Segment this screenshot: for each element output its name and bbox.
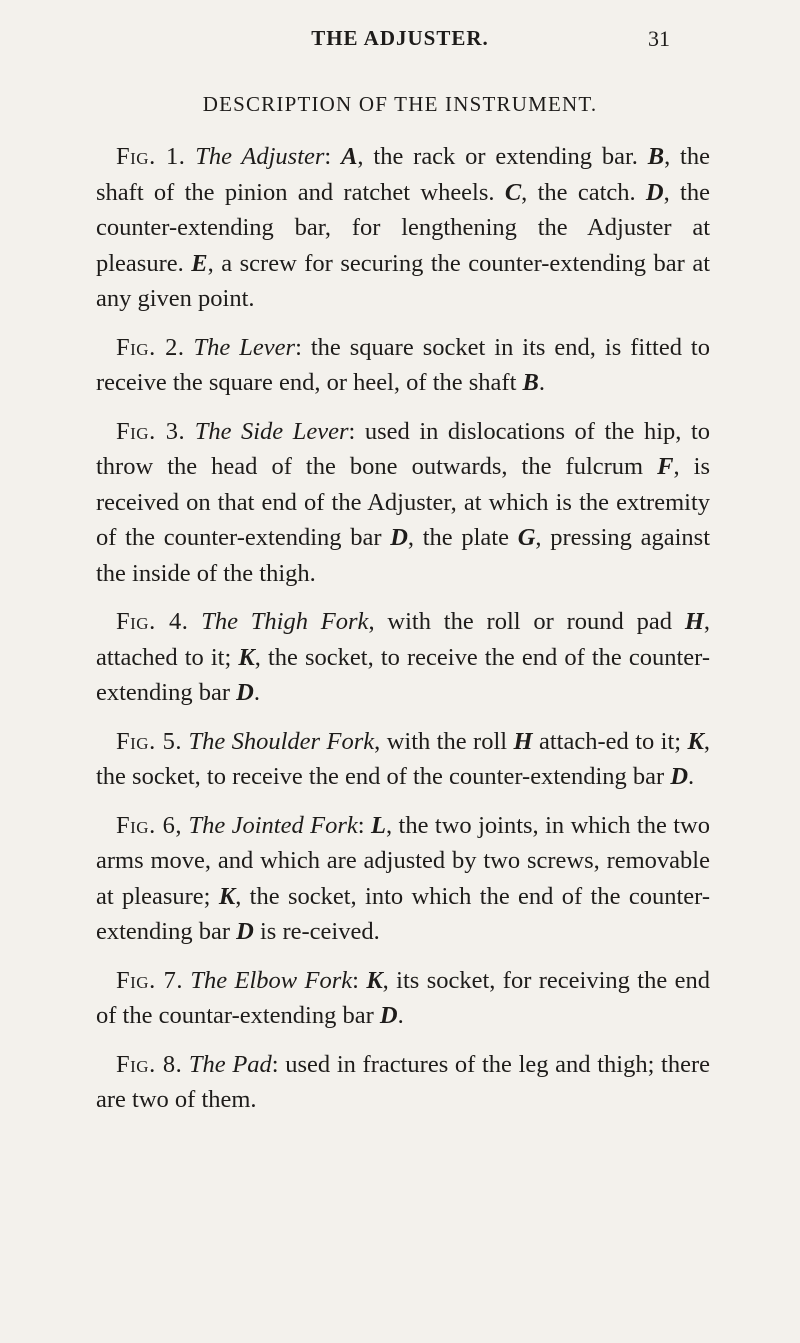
running-head — [0, 26, 800, 56]
figure-name: The Thigh Fork — [201, 608, 369, 635]
figure-label: Fig. 7. — [116, 966, 183, 994]
part-letter: G — [517, 524, 536, 551]
figure-label: Fig. 2. — [116, 333, 185, 361]
figure-label: Fig. 4. — [116, 608, 189, 635]
figure-label: Fig. 1. — [116, 143, 186, 170]
figure-label: Fig. 8. — [116, 1050, 183, 1078]
part-letter: A — [341, 143, 358, 170]
figure-name: The Shoulder Fork — [188, 727, 375, 755]
part-letter: D — [645, 178, 664, 206]
part-letter: L — [371, 811, 386, 839]
figure-name: The Lever — [193, 333, 296, 361]
figure-description-1: Fig. 1. The Adjuster: A, the rack or extending bar. B, the shaft of the pinion and ratchet wheels. C, the catch. D, the counter-extending bar, for lengthening the Adjuster at pleasure. E, a screw for securing the counter-extending bar at any given point. — [96, 143, 711, 312]
figure-label: Fig. 6, — [116, 811, 182, 839]
figure-label: Fig. 3. — [116, 417, 186, 445]
part-letter: B — [647, 143, 665, 170]
figure-description-2: Fig. 2. The Lever: the square socket in its end, is fitted to receive the square end, or heel, of the shaft B. — [96, 333, 710, 396]
part-letter: H — [684, 608, 704, 635]
section-title: DESCRIPTION OF THE INSTRUMENT. — [202, 92, 598, 116]
figure-description-7: Fig. 7. The Elbow Fork: K, its socket, for receiving the end of the countar-extending bar D. — [96, 966, 710, 1029]
part-letter: K — [238, 643, 255, 671]
description-body — [96, 139, 710, 1131]
part-letter: D — [379, 1002, 398, 1029]
figure-name: The Elbow Fork — [190, 966, 353, 994]
part-letter: K — [218, 882, 236, 910]
part-letter: D — [236, 679, 254, 706]
part-letter: F — [657, 453, 674, 480]
figure-name: The Pad — [188, 1050, 272, 1078]
figure-label: Fig. 5. — [116, 727, 182, 755]
figure-description-5: Fig. 5. The Shoulder Fork, with the roll H attach-ed to it; K, the socket, to receive the end of the counter-extending bar D. — [96, 727, 710, 790]
part-letter: C — [504, 178, 522, 206]
figure-description-8: Fig. 8. The Pad: used in fractures of the leg and thigh; there are two of them. — [96, 1050, 711, 1113]
part-letter: B — [522, 369, 539, 396]
figure-description-3: Fig. 3. The Side Lever: used in dislocations of the hip, to throw the head of the bone outwards, the fulcrum F, is received on that end of the Adjuster, at which is the extremity of the counter-extending bar D, the plate G, pressing against the inside of the thigh. — [96, 417, 711, 587]
figure-name: The Side Lever — [194, 417, 349, 445]
part-letter: H — [513, 727, 533, 755]
part-letter: D — [670, 763, 689, 790]
part-letter: K — [687, 727, 704, 755]
figure-name: The Adjuster — [195, 143, 325, 170]
part-letter: D — [390, 524, 408, 551]
figure-description-4: Fig. 4. The Thigh Fork, with the roll or round pad H, attached to it; K, the socket, to receive the end of the counter-extending bar D. — [96, 608, 710, 706]
figure-name: The Jointed Fork — [188, 811, 358, 839]
part-letter: D — [236, 918, 254, 945]
figure-description-6: Fig. 6, The Jointed Fork: L, the two joints, in which the two arms move, and which are adjusted by two screws, removable at pleasure; K, the socket, into which the end of the counter-extending bar D is re-ceived. — [96, 811, 710, 945]
part-letter: E — [191, 249, 208, 277]
running-title: THE ADJUSTER. — [311, 26, 489, 50]
part-letter: K — [366, 966, 383, 994]
page-number: 31 — [648, 26, 670, 51]
